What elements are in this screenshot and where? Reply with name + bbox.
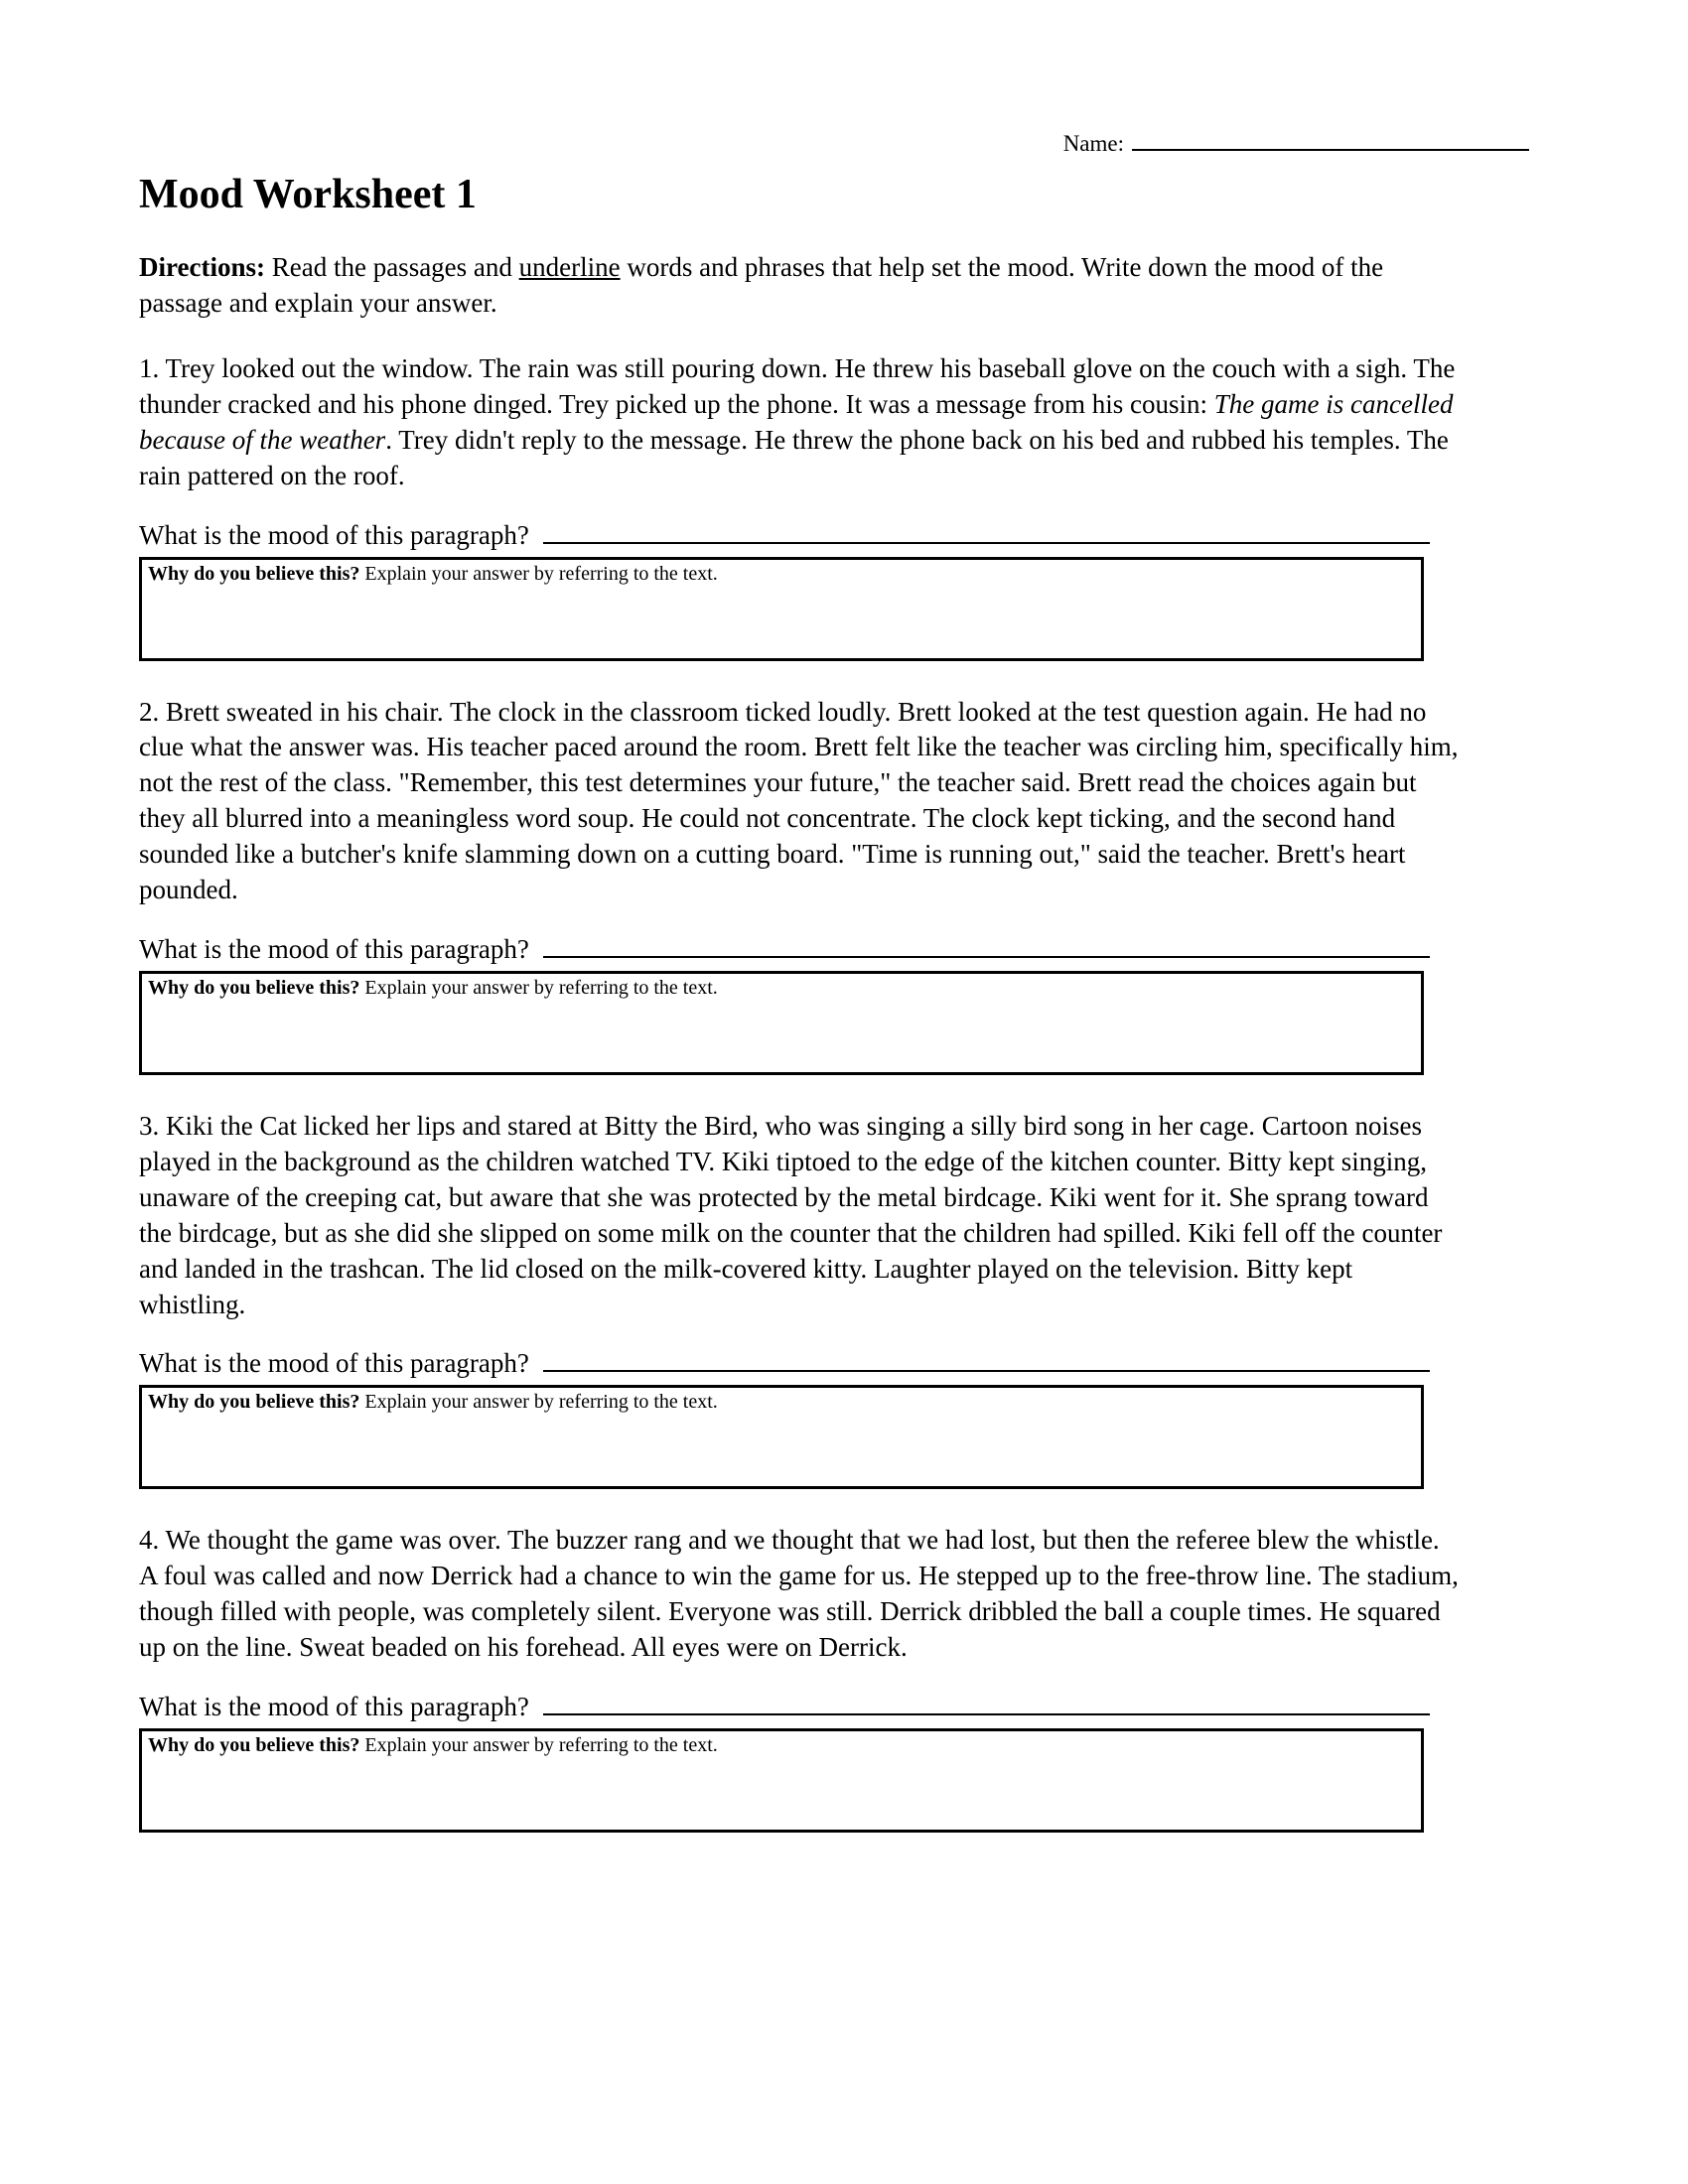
question-block-2 <box>139 695 1529 1075</box>
mood-answer-blank-4[interactable] <box>543 1692 1430 1715</box>
question-block-4 <box>139 1523 1529 1833</box>
explanation-prompt-bold-4: Why do you believe this? <box>148 1734 360 1757</box>
name-label: Name: <box>1062 131 1124 156</box>
passage-3-segment-a: 3. Kiki the Cat licked her lips and stared at Bitty the Bird, who was singing a silly bird song in her cage. Cartoon noises played in the background as the children watched TV. Kiki tiptoed to the edge of the kitchen counter. Bitty kept singing, unaware of the creeping cat, but aware that she was protected by the metal birdcage. Kiki went for it. She sprang toward the birdcage, but as she did she slipped on some milk on the counter that the children had spilled. Kiki fell off the counter and landed in the trashcan. The lid closed on the milk-covered kitty. Laughter played on the television. Bitty kept whistling. <box>139 1110 1443 1319</box>
passage-2-segment-a: 2. Brett sweated in his chair. The clock in the classroom ticked loudly. Brett looked at the test question again. He had no clue what the answer was. His teacher paced around the room. Brett felt like the teacher was circling him, specifically him, not the rest of the class. "Remember, this test determines your future," the teacher said. Brett read the choices again but they all blurred into a meaningless word soup. He could not concentrate. The clock kept ticking, and the second hand sounded like a butcher's knife slamming down on a cutting board. "Time is running out," said the teacher. Brett's heart pounded. <box>139 696 1459 905</box>
explanation-box-1[interactable] <box>139 557 1424 661</box>
question-block-3 <box>139 1109 1529 1489</box>
mood-question-label-1: What is the mood of this paragraph? <box>139 519 529 550</box>
explanation-prompt-rest-2: Explain your answer by referring to the text. <box>359 976 718 999</box>
directions-label: Directions: <box>139 252 265 283</box>
passage-1-segment-a: 1. Trey looked out the window. The rain was still pouring down. He threw his baseball glove on the couch with a sigh. The thunder cracked and his phone dinged. Trey picked up the phone. It was a message from his cousin: <box>139 352 1456 419</box>
mood-question-label-4: What is the mood of this paragraph? <box>139 1692 529 1722</box>
directions-paragraph <box>139 250 1450 322</box>
explanation-box-4[interactable] <box>139 1728 1424 1833</box>
directions-text-part2: words and phrases that help set the mood. Write down the mood of the passage and explain your answer. <box>139 252 1384 318</box>
explanation-prompt-rest-1: Explain your answer by referring to the text. <box>359 562 718 585</box>
mood-answer-blank-2[interactable] <box>543 934 1430 958</box>
mood-question-line-1 <box>139 520 1430 551</box>
explanation-prompt-2 <box>148 977 1421 999</box>
mood-question-line-2 <box>139 934 1430 965</box>
page-title: Mood Worksheet 1 <box>139 172 477 217</box>
explanation-box-2[interactable] <box>139 971 1424 1075</box>
name-input-blank[interactable] <box>1132 129 1529 151</box>
passage-1-segment-b: . Trey didn't reply to the message. He threw the phone back on his bed and rubbed his temples. The rain pattered on the roof. <box>139 424 1449 490</box>
explanation-prompt-rest-3: Explain your answer by referring to the text. <box>359 1391 718 1414</box>
explanation-prompt-1 <box>148 563 1421 585</box>
mood-question-label-2: What is the mood of this paragraph? <box>139 933 529 964</box>
explanation-prompt-bold-2: Why do you believe this? <box>148 976 360 999</box>
mood-question-line-4 <box>139 1692 1430 1722</box>
explanation-box-3[interactable] <box>139 1385 1424 1489</box>
explanation-prompt-rest-4: Explain your answer by referring to the text. <box>359 1734 718 1757</box>
passage-1-italic-quote: The game is cancelled because of the weather <box>139 388 1454 455</box>
name-field-row <box>139 129 1531 155</box>
explanation-prompt-bold-1: Why do you believe this? <box>148 562 360 585</box>
mood-answer-blank-1[interactable] <box>543 520 1430 544</box>
passage-text-2 <box>139 695 1460 908</box>
passage-text-3 <box>139 1109 1460 1322</box>
explanation-prompt-3 <box>148 1391 1421 1413</box>
question-block-1 <box>139 351 1529 661</box>
worksheet-content <box>139 129 1529 1866</box>
explanation-prompt-bold-3: Why do you believe this? <box>148 1391 360 1414</box>
passage-4-segment-a: 4. We thought the game was over. The buzzer rang and we thought that we had lost, but then the referee blew the whistle. A foul was called and now Derrick had a chance to win the game for us. He stepped up to the free-throw line. The stadium, though filled with people, was completely silent. Everyone was still. Derrick dribbled the ball a couple times. He squared up on the line. Sweat beaded on his forehead. All eyes were on Derrick. <box>139 1525 1459 1663</box>
directions-text-part1: Read the passages and <box>264 252 519 283</box>
mood-question-label-3: What is the mood of this paragraph? <box>139 1348 529 1379</box>
mood-answer-blank-3[interactable] <box>543 1348 1430 1372</box>
passage-text-4 <box>139 1523 1460 1666</box>
passage-text-1 <box>139 351 1460 494</box>
mood-question-line-3 <box>139 1348 1430 1379</box>
directions-underlined-word: underline <box>518 252 621 283</box>
explanation-prompt-4 <box>148 1734 1421 1756</box>
